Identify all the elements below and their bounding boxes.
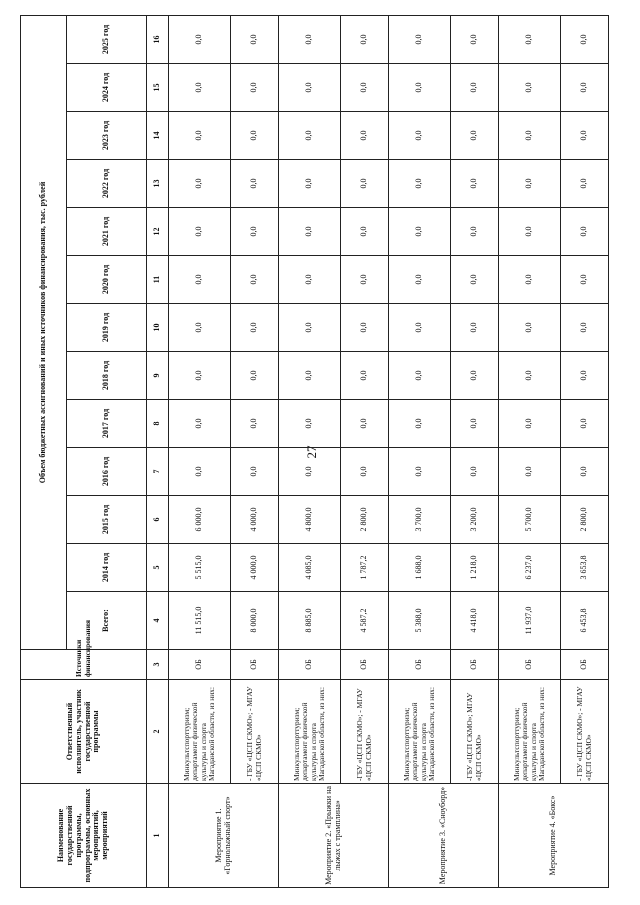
column-number: 6: [147, 496, 169, 544]
year-value-cell: 0,0: [389, 256, 451, 304]
year-value-cell: 0,0: [341, 208, 389, 256]
executor-cell: -ГБУ «ЦСП СКМО»; - МГАУ «ЦСП СКМО»: [341, 680, 389, 784]
year-value-cell: 3 700,0: [389, 496, 451, 544]
year-value-cell: 0,0: [451, 160, 499, 208]
total-cell: 4 418,0: [451, 592, 499, 650]
year-value-cell: 6 000,0: [169, 496, 231, 544]
year-value-cell: 0,0: [499, 352, 561, 400]
year-value-cell: 0,0: [279, 160, 341, 208]
year-value-cell: 2 800,0: [561, 496, 609, 544]
executor-cell: - ГБУ «ЦСП СКМО»; - МГАУ «ЦСП СКМО»: [231, 680, 279, 784]
year-value-cell: 0,0: [231, 208, 279, 256]
source-cell: ОБ: [389, 650, 451, 680]
year-value-cell: 0,0: [389, 112, 451, 160]
year-value-cell: 0,0: [231, 304, 279, 352]
source-cell: ОБ: [561, 650, 609, 680]
executor-cell: Минкультспорттуризм; департамент физической культуры и спорта Магаданской области, из них:: [279, 680, 341, 784]
year-value-cell: 6 237,0: [499, 544, 561, 592]
year-value-cell: 0,0: [451, 208, 499, 256]
year-value-cell: 4 800,0: [279, 496, 341, 544]
year-value-cell: 0,0: [279, 64, 341, 112]
year-value-cell: 0,0: [169, 112, 231, 160]
header-year: 2017 год: [67, 400, 147, 448]
year-value-cell: 0,0: [389, 160, 451, 208]
header-year: 2018 год: [67, 352, 147, 400]
year-value-cell: 0,0: [451, 448, 499, 496]
year-value-cell: 0,0: [279, 15, 341, 63]
year-value-cell: 0,0: [561, 160, 609, 208]
table-row: [231, 15, 279, 887]
column-number: 14: [147, 112, 169, 160]
header-year: 2024 год: [67, 64, 147, 112]
source-cell: ОБ: [451, 650, 499, 680]
year-value-cell: 3 200,0: [451, 496, 499, 544]
year-value-cell: 0,0: [451, 304, 499, 352]
year-value-cell: 0,0: [499, 448, 561, 496]
executor-cell: - ГБУ «ЦСП СКМО»; - МГАУ «ЦСП СКМО»: [561, 680, 609, 784]
year-value-cell: 0,0: [389, 304, 451, 352]
year-value-cell: 0,0: [389, 64, 451, 112]
page-number: 27: [304, 445, 319, 459]
measure-name: Мероприятие 4. «Бокс»: [499, 784, 609, 888]
column-number: 9: [147, 352, 169, 400]
total-cell: 4 587,2: [341, 592, 389, 650]
year-value-cell: 0,0: [499, 64, 561, 112]
year-value-cell: 0,0: [279, 352, 341, 400]
header-name: Наименование государственной программы, подпрограммы, основных мероприятий, мероприятий: [21, 784, 147, 888]
year-value-cell: 0,0: [451, 64, 499, 112]
year-value-cell: 5 700,0: [499, 496, 561, 544]
table-row: [561, 15, 609, 887]
year-value-cell: 0,0: [499, 256, 561, 304]
year-value-cell: 2 800,0: [341, 496, 389, 544]
year-value-cell: 0,0: [561, 256, 609, 304]
measure-name: Мероприятие 2. «Прыжки на лыжах с трамплина»: [279, 784, 389, 888]
header-executor: Ответственный исполнитель, участник государственной программы: [21, 680, 147, 784]
year-value-cell: 0,0: [389, 208, 451, 256]
total-cell: 8 885,0: [279, 592, 341, 650]
year-value-cell: 0,0: [169, 15, 231, 63]
year-value-cell: 0,0: [451, 256, 499, 304]
year-value-cell: 0,0: [169, 64, 231, 112]
year-value-cell: 0,0: [341, 304, 389, 352]
header-funding-group: Объем бюджетных ассигнований и иных источников финансирования, тыс. рублей: [21, 15, 67, 649]
header-year: 2020 год: [67, 256, 147, 304]
column-number: 10: [147, 304, 169, 352]
year-value-cell: 0,0: [451, 352, 499, 400]
year-value-cell: 0,0: [279, 448, 341, 496]
year-value-cell: 0,0: [561, 352, 609, 400]
year-value-cell: 0,0: [341, 15, 389, 63]
column-number: 7: [147, 448, 169, 496]
executor-cell: Минкультспорттуризм; департамент физической культуры и спорта Магаданской области, из них:: [499, 680, 561, 784]
header-year: 2021 год: [67, 208, 147, 256]
year-value-cell: 0,0: [561, 64, 609, 112]
year-value-cell: 1 787,2: [341, 544, 389, 592]
year-value-cell: 1 218,0: [451, 544, 499, 592]
year-value-cell: 0,0: [561, 448, 609, 496]
source-cell: ОБ: [231, 650, 279, 680]
year-value-cell: 0,0: [341, 112, 389, 160]
header-year: 2022 год: [67, 160, 147, 208]
year-value-cell: 0,0: [561, 112, 609, 160]
executor-cell: -ГБУ «ЦСП СКМО»; МГАУ «ЦСП СКМО»: [451, 680, 499, 784]
column-number: 13: [147, 160, 169, 208]
year-value-cell: 0,0: [231, 400, 279, 448]
year-value-cell: 0,0: [231, 112, 279, 160]
table-row: [451, 15, 499, 887]
year-value-cell: 0,0: [561, 304, 609, 352]
column-number: 15: [147, 64, 169, 112]
source-cell: ОБ: [279, 650, 341, 680]
header-total: Всего:: [67, 592, 147, 650]
year-value-cell: 0,0: [451, 15, 499, 63]
year-value-cell: 0,0: [231, 448, 279, 496]
year-value-cell: 4 085,0: [279, 544, 341, 592]
year-value-cell: 0,0: [169, 160, 231, 208]
year-value-cell: 0,0: [341, 352, 389, 400]
year-value-cell: 0,0: [279, 400, 341, 448]
year-value-cell: 5 515,0: [169, 544, 231, 592]
header-year: 2025 год: [67, 15, 147, 63]
year-value-cell: 0,0: [279, 304, 341, 352]
year-value-cell: 4 000,0: [231, 544, 279, 592]
year-value-cell: 0,0: [561, 400, 609, 448]
header-year: 2015 год: [67, 496, 147, 544]
source-cell: ОБ: [499, 650, 561, 680]
year-value-cell: 0,0: [341, 448, 389, 496]
column-number: 12: [147, 208, 169, 256]
measure-name: Мероприятие 1. «Горнолыжный спорт»: [169, 784, 279, 888]
table-row: [341, 15, 389, 887]
year-value-cell: 0,0: [499, 208, 561, 256]
measure-name: Мероприятие 3. «Сноуборд»: [389, 784, 499, 888]
rotated-table-container: [20, 20, 600, 888]
column-number: 1: [147, 784, 169, 888]
year-value-cell: 1 688,0: [389, 544, 451, 592]
column-number: 16: [147, 15, 169, 63]
year-value-cell: 0,0: [169, 304, 231, 352]
executor-cell: Минкультспорттуризм; департамент физической культуры и спорта Магаданской области, из них:: [389, 680, 451, 784]
table-row: [279, 15, 341, 887]
year-value-cell: 0,0: [341, 400, 389, 448]
year-value-cell: 0,0: [169, 448, 231, 496]
year-value-cell: 0,0: [389, 15, 451, 63]
header-year: 2014 год: [67, 544, 147, 592]
header-source: Источники финансирования: [21, 650, 147, 680]
table-row: [169, 15, 231, 887]
table-row: [499, 15, 561, 887]
year-value-cell: 0,0: [561, 15, 609, 63]
year-value-cell: 0,0: [231, 256, 279, 304]
year-value-cell: 0,0: [231, 352, 279, 400]
year-value-cell: 0,0: [341, 256, 389, 304]
header-year: 2019 год: [67, 304, 147, 352]
source-cell: ОБ: [169, 650, 231, 680]
year-value-cell: 0,0: [169, 256, 231, 304]
total-cell: 11 515,0: [169, 592, 231, 650]
total-cell: 11 937,0: [499, 592, 561, 650]
header-year: 2016 год: [67, 448, 147, 496]
year-value-cell: 0,0: [231, 160, 279, 208]
total-cell: 5 388,0: [389, 592, 451, 650]
column-number: 5: [147, 544, 169, 592]
year-value-cell: 0,0: [169, 208, 231, 256]
column-number: 2: [147, 680, 169, 784]
year-value-cell: 0,0: [169, 400, 231, 448]
year-value-cell: 0,0: [279, 256, 341, 304]
year-value-cell: 0,0: [279, 112, 341, 160]
year-value-cell: 0,0: [231, 15, 279, 63]
source-cell: ОБ: [341, 650, 389, 680]
year-value-cell: 0,0: [499, 400, 561, 448]
column-number: 4: [147, 592, 169, 650]
table-body: [169, 15, 609, 887]
year-value-cell: 0,0: [499, 304, 561, 352]
column-number-row: [147, 15, 169, 887]
year-value-cell: 0,0: [499, 160, 561, 208]
year-value-cell: 0,0: [341, 160, 389, 208]
column-number: 8: [147, 400, 169, 448]
header-year: 2023 год: [67, 112, 147, 160]
executor-cell: Минкультспорттуризм; департамент физической культуры и спорта Магаданской области, из них:: [169, 680, 231, 784]
year-value-cell: 0,0: [451, 400, 499, 448]
year-value-cell: 4 000,0: [231, 496, 279, 544]
year-value-cell: 0,0: [279, 208, 341, 256]
year-value-cell: 0,0: [561, 208, 609, 256]
year-value-cell: 0,0: [389, 448, 451, 496]
total-cell: 8 000,0: [231, 592, 279, 650]
funding-table: [20, 15, 609, 888]
column-number: 3: [147, 650, 169, 680]
total-cell: 6 453,8: [561, 592, 609, 650]
column-number: 11: [147, 256, 169, 304]
year-value-cell: 0,0: [499, 15, 561, 63]
year-value-cell: 0,0: [231, 64, 279, 112]
year-value-cell: 0,0: [389, 400, 451, 448]
year-value-cell: 0,0: [499, 112, 561, 160]
year-value-cell: 0,0: [341, 64, 389, 112]
year-value-cell: 0,0: [169, 352, 231, 400]
year-value-cell: 3 653,8: [561, 544, 609, 592]
year-value-cell: 0,0: [389, 352, 451, 400]
table-row: [389, 15, 451, 887]
year-value-cell: 0,0: [451, 112, 499, 160]
